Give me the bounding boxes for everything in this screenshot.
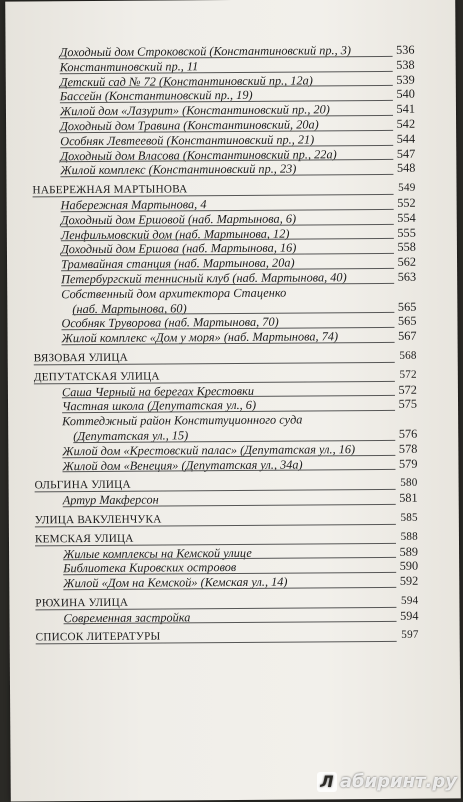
toc-entry-title: СПИСОК ЛИТЕРАТУРЫ — [35, 630, 161, 644]
toc-entry-title: Жилой дом «Лазурит» (Константиновский пр., 20) — [59, 102, 330, 119]
toc-entry-title: (наб. Мартынова, 60) — [72, 300, 187, 316]
toc-page-number: 538 — [396, 57, 415, 72]
toc-entry — [32, 161, 415, 178]
toc-page-number: 580 — [400, 477, 418, 490]
toc-page-number: 544 — [396, 131, 416, 146]
toc-entry-title: ОЛЬГИНА УЛИЦА — [34, 479, 131, 492]
toc-entry-title: ДЕПУТАТСКАЯ УЛИЦА — [33, 370, 160, 384]
toc-page-number: 572 — [399, 368, 417, 381]
toc-entry-title: Собственный дом архитектора Стаценко — [61, 285, 287, 301]
toc-page-number: 567 — [398, 328, 417, 343]
toc-entry-title: РЮХИНА УЛИЦА — [35, 596, 129, 610]
watermark-text: абиринт.ру — [339, 771, 457, 792]
toc-page-number: 568 — [399, 349, 417, 362]
toc-page-number: 548 — [396, 161, 416, 176]
toc-page-number: 549 — [398, 181, 416, 195]
toc-page-number: 576 — [398, 426, 418, 441]
toc-entry-title: Жилой комплекс «Дом у моря» (наб. Мартынова, 74) — [61, 329, 339, 346]
toc-entry-title: Ленфильмовский дом (наб. Мартынова, 12) — [60, 226, 290, 242]
toc-entry-title: Доходный дом Власова (Константиновский пр., 22а) — [60, 146, 337, 163]
toc-page-number: 540 — [396, 87, 415, 102]
toc-entry-title: Доходный дом Ершова (наб. Мартынова, 16) — [60, 240, 297, 257]
toc-entry — [35, 574, 418, 591]
toc-page-number: 597 — [401, 629, 419, 642]
toc-page-number: 572 — [398, 382, 417, 397]
toc-entry-title: Жилой «Дом на Кемской» (Кемская ул., 14) — [63, 574, 288, 591]
toc-page-number: 581 — [399, 490, 418, 505]
toc-entry-title: Трамвайная станция (наб. Мартынова, 20а) — [60, 255, 295, 272]
book-page — [5, 0, 461, 802]
toc-page-number: 536 — [396, 42, 415, 57]
toc-entry-title: Доходный дом Ершовой (наб. Мартынова, 6) — [60, 211, 297, 227]
toc-entry-title: Набережная Мартынова, 4 — [60, 197, 207, 213]
toc-section — [36, 628, 419, 645]
toc-page-number: 594 — [400, 608, 419, 623]
toc-page-number: 590 — [399, 559, 419, 574]
toc-page-number: 547 — [396, 146, 416, 161]
toc-entry-title: Частная школа (Депутатская ул., 6) — [61, 398, 257, 414]
labirint-watermark — [317, 771, 457, 792]
toc-page-number: 565 — [397, 314, 417, 329]
toc-page-number: 541 — [396, 101, 416, 117]
toc-entry-title: Жилой дом «Крестовский палас» (Депутатская ул., 16) — [62, 441, 356, 458]
labirint-logo-icon: Л — [317, 772, 337, 792]
toc-page-number: 552 — [397, 195, 416, 210]
toc-page-number: 555 — [397, 225, 416, 240]
toc-entry — [35, 491, 418, 508]
toc-entry-title: Доходный дом Строковской (Константиновский пр., 3) — [59, 43, 352, 60]
toc-entry-title: ВЯЗОВАЯ УЛИЦА — [33, 351, 128, 365]
toc-page-number: 558 — [397, 240, 416, 255]
toc-entry-title: Детский сад № 72 (Константиновский пр., 12а) — [59, 73, 313, 89]
toc-entry-title: Саша Черный на берегах Крестовки — [61, 383, 255, 399]
toc-page-number: 585 — [400, 511, 418, 524]
toc-entry-title: Особняк Левтеевой (Константиновский пр., 21) — [60, 132, 315, 148]
toc-entry-title: Коттеджный район Конституционного суда — [62, 412, 303, 429]
toc-page-number: 542 — [396, 116, 416, 131]
toc-page-number: 575 — [398, 397, 418, 412]
toc-entry-title: НАБЕРЕЖНАЯ МАРТЫНОВА — [32, 183, 188, 197]
toc-page-number: 588 — [400, 530, 418, 543]
toc-page-number: 539 — [396, 72, 415, 87]
toc-section — [34, 349, 417, 366]
toc-page-number: 592 — [399, 573, 419, 588]
toc-section — [35, 511, 418, 528]
toc-entry-title: Доходный дом Травина (Константиновский, 20а) — [60, 117, 319, 134]
toc-entry-title: Бассейн (Константиновский пр., 19) — [59, 88, 253, 104]
toc-entry-title: Жилой дом «Венеция» (Депутатская ул., 34а) — [62, 457, 303, 473]
toc-entry-title: (Депутатская ул., 15) — [73, 428, 189, 444]
toc-entry — [34, 329, 417, 346]
toc-entry-title: Константиновский пр., 11 — [59, 59, 199, 74]
toc-entry — [34, 456, 417, 473]
toc-entry-title: Жилой комплекс (Константиновский пр., 23) — [60, 161, 297, 178]
toc-entry — [35, 608, 418, 625]
toc-page-number: 563 — [397, 269, 417, 284]
toc-entry-title: Петербургский теннисный клуб (наб. Мартынова, 40) — [61, 270, 347, 287]
toc-page-number: 578 — [398, 441, 418, 456]
table-of-contents — [32, 43, 419, 646]
toc-page-number: 554 — [397, 210, 416, 225]
toc-entry-title: Жилые комплексы на Кемской улице — [63, 545, 252, 561]
toc-page-number: 565 — [397, 299, 417, 314]
toc-entry-title: КЕМСКАЯ УЛИЦА — [34, 532, 134, 546]
toc-entry-title: Современная застройка — [63, 609, 191, 625]
toc-page-number: 589 — [399, 544, 419, 559]
toc-entry-title: УЛИЦА ВАКУЛЕНЧУКА — [34, 513, 162, 527]
toc-entry-title: Особняк Труворова (наб. Мартынова, 70) — [61, 315, 279, 331]
toc-entry-title: Библиотека Кировских островов — [63, 560, 237, 576]
toc-page-number: 562 — [397, 254, 417, 270]
toc-entry-title: Артур Макферсон — [62, 492, 159, 508]
toc-page-number: 594 — [400, 594, 419, 607]
toc-page-number: 579 — [398, 456, 418, 471]
